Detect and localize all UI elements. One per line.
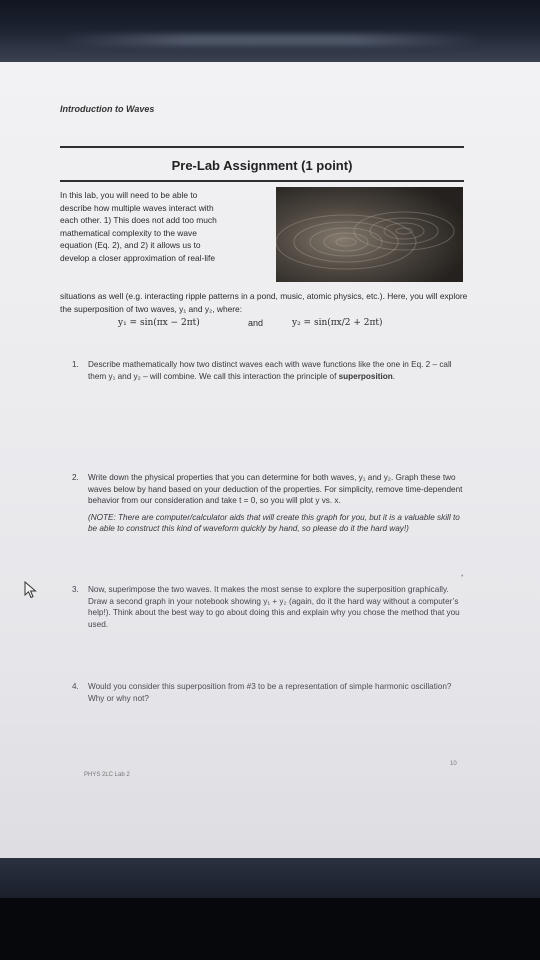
question-number: 2.: [72, 473, 79, 482]
equation-y1: y₁ = sin(πx − 2πt): [118, 318, 200, 328]
intro-line: describe how multiple waves interact with: [60, 202, 214, 213]
title-rule: [60, 180, 464, 182]
question-2: [72, 472, 466, 535]
question-number: 3.: [72, 585, 79, 594]
ripple-photo: [276, 187, 463, 282]
intro-line: equation (Eq. 2), and 2) it allows us to: [60, 240, 201, 251]
question-number: 1.: [72, 360, 79, 369]
equation-y2: y₂ = sin(πx/2 + 2πt): [292, 318, 383, 328]
desk-background: [0, 898, 540, 960]
page-title: Pre-Lab Assignment (1 point): [171, 158, 353, 173]
mouse-cursor-icon: [24, 581, 38, 599]
question-text: Now, superimpose the two waves. It makes the most sense to explore the superposition graphically. Draw a second graph in your notebook showing y₁ + y₂ (again, do it the hard way without a computer’s help!). Think about the best way to go about doing this and explain why you chose the method that you used.: [88, 585, 460, 629]
intro-line: develop a closer approximation of real-life: [60, 252, 216, 263]
question-text: Write down the physical properties that you can determine for both waves, y₁ and y₂. Graph these two waves below by hand based on your deduction of the properties. For simplicity, remove time-dependent behavior from our consideration and take t = 0, so you will plot y vs. x.: [88, 473, 463, 506]
monitor-top-edge: [0, 0, 540, 62]
superposition-term: superposition: [338, 371, 393, 381]
question-3: [72, 584, 466, 630]
document-header: Introduction to Waves: [60, 104, 155, 114]
question-text: Would you consider this superposition from #3 to be a representation of simple harmonic oscillation? Why or why not?: [88, 682, 452, 703]
intro-line: In this lab, you will need to be able to: [60, 190, 198, 200]
question-note: (NOTE: There are computer/calculator aids that will create this graph for you, but it is a valuable skill to be able to construct this kind of waveform quickly by hand, so please do it the hard way!): [88, 512, 460, 534]
top-rule: [60, 146, 464, 148]
question-text-main: Describe mathematically how two distinct waves each with wave functions like the one in Eq. 2 – call them y₁ and y₂ – will combine. We call this interaction the principle of: [88, 360, 452, 381]
intro-continuation: situations as well (e.g. interacting ripple patterns in a pond, music, atomic physics, etc.). Here, you will explore the superposition of two waves, y₁ and y₂, where:: [60, 291, 468, 314]
question-text-tail: .: [392, 371, 396, 381]
equation-and: and: [248, 318, 264, 328]
monitor-bottom-bezel: [0, 858, 540, 898]
intro-paragraph: [60, 189, 270, 265]
intro-line: each other. 1) This does not add too much: [60, 215, 217, 226]
page-number: 10: [450, 761, 457, 767]
question-number: 4.: [72, 682, 79, 691]
footer-course: PHYS 2LC Lab 2: [84, 772, 130, 778]
scroll-indicator-icon: •: [461, 573, 464, 580]
question-4: [72, 681, 466, 704]
intro-line: mathematical complexity to the wave: [60, 227, 197, 238]
question-1: [72, 359, 466, 382]
question-text: [88, 359, 466, 382]
